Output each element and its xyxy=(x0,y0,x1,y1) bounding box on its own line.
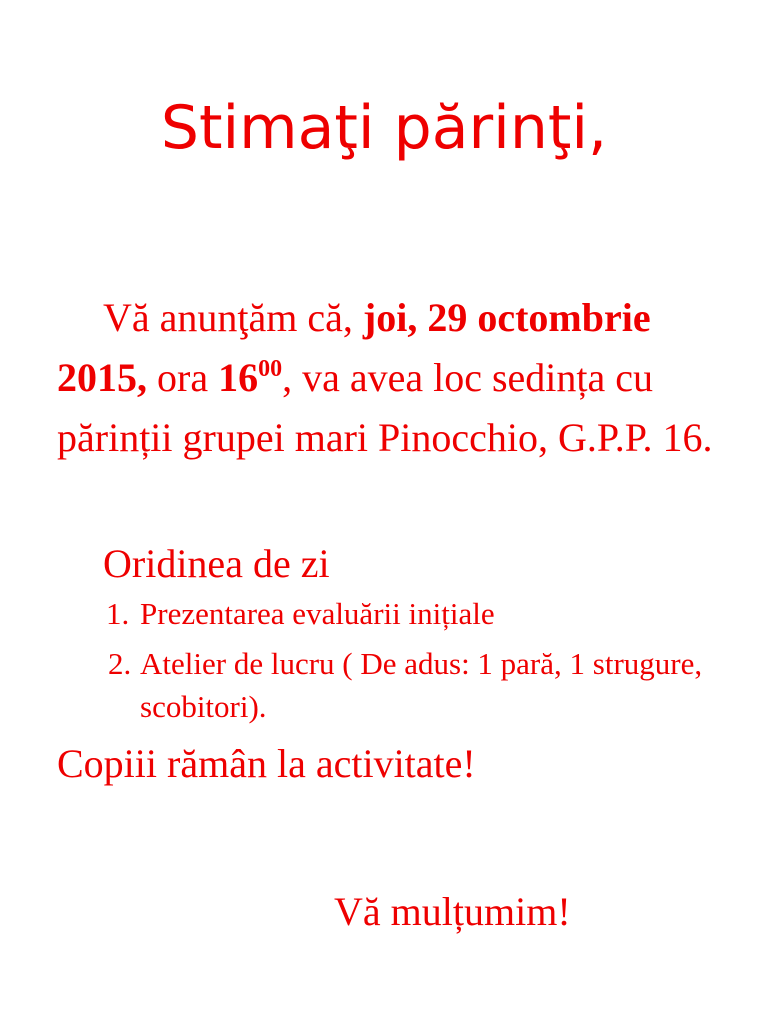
list-item xyxy=(106,642,706,728)
announcement-intro: Vă anunţăm că, xyxy=(103,295,363,340)
meeting-date: joi, 29 octombrie 2015, xyxy=(57,295,651,400)
agenda-list xyxy=(106,596,706,728)
list-item-text: Atelier de lucru ( De adus: 1 pară, 1 strugure, scobitori). xyxy=(140,646,703,724)
announcement-paragraph xyxy=(57,288,737,468)
agenda-title: Oridinea de zi xyxy=(103,541,330,586)
list-item-text: Prezentarea evaluării inițiale xyxy=(140,596,495,631)
children-note: Copiii rămân la activitate! xyxy=(57,741,476,786)
page-title: Stimaţi părinţi, xyxy=(160,93,608,163)
time-prefix: ora xyxy=(147,355,219,400)
meeting-minutes: 00 xyxy=(258,356,283,382)
meeting-hour: 16 xyxy=(218,355,259,400)
meeting-time xyxy=(218,355,282,400)
list-number: 2. xyxy=(108,646,132,681)
thanks-text: Vă mulțumim! xyxy=(334,889,571,934)
list-item xyxy=(106,596,706,632)
announcement-rest: , va avea loc sedința cu părinții grupei mari Pinocchio, G.P.P. 16. xyxy=(57,355,713,460)
list-number: 1. xyxy=(106,596,130,631)
